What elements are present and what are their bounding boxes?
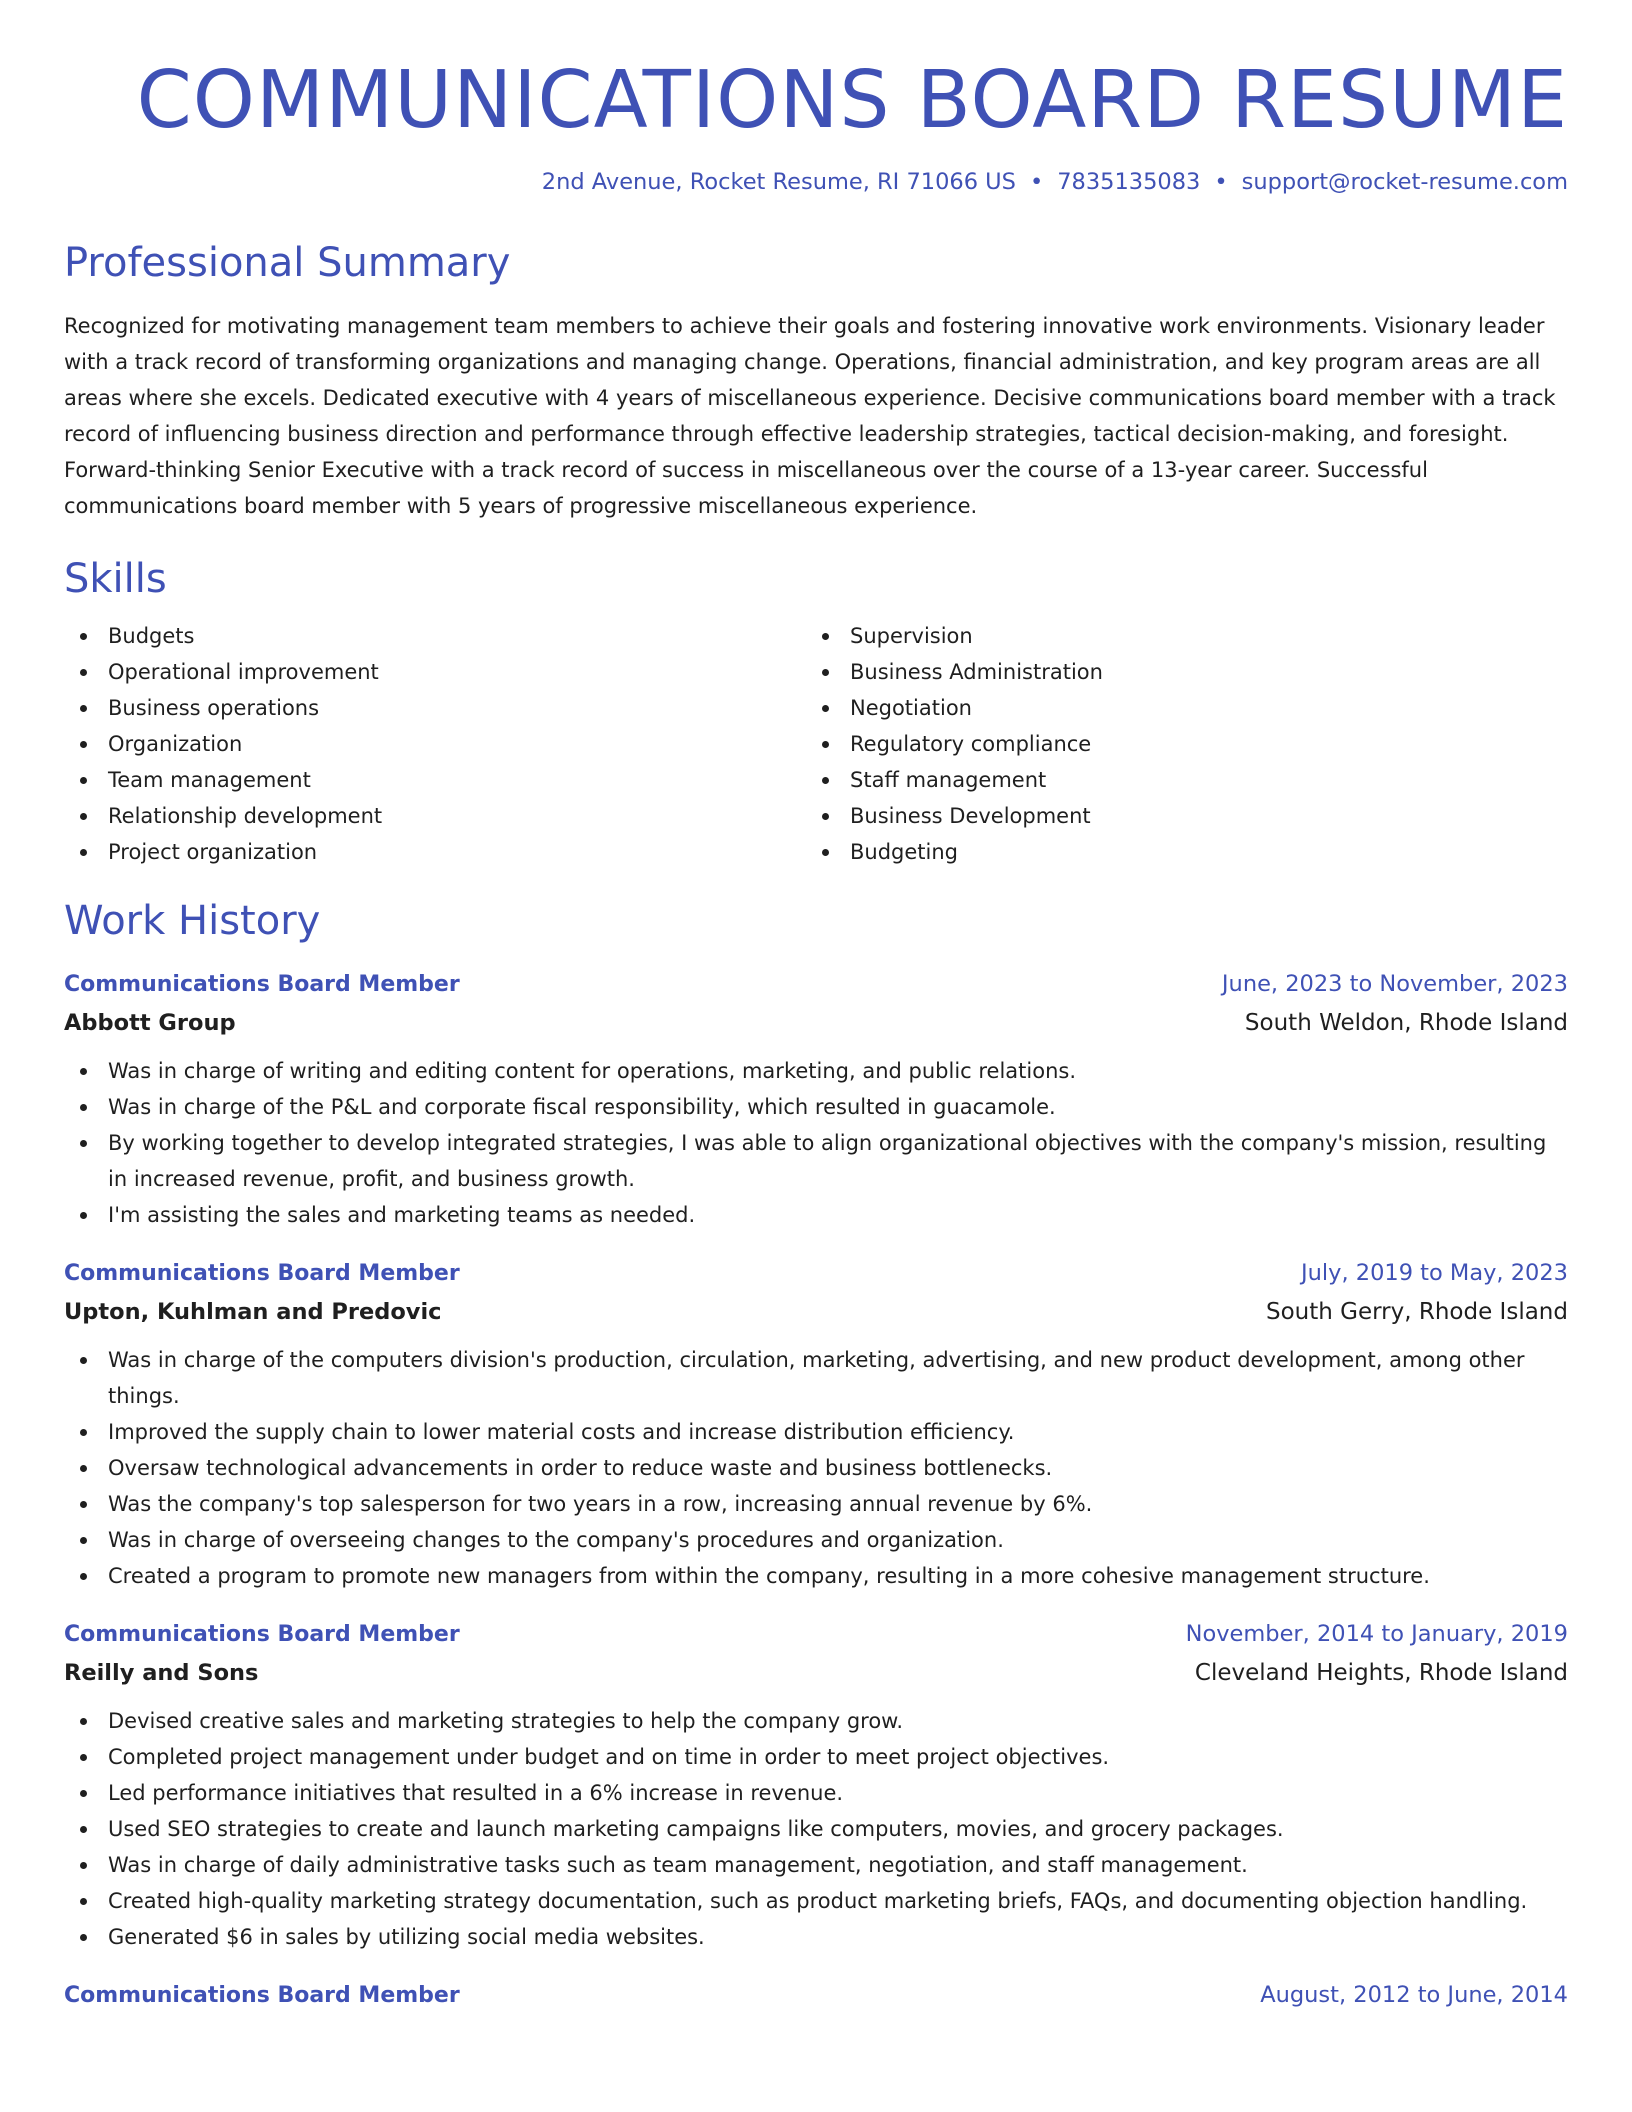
job-title: Communications Board Member: [64, 1622, 460, 1647]
job-company: Upton, Kuhlman and Predovic: [64, 1299, 442, 1325]
job-bullet: Used SEO strategies to create and launch marketing campaigns like computers, movies, and grocery packages.: [64, 1811, 1568, 1847]
job-location: South Gerry, Rhode Island: [1266, 1299, 1568, 1325]
job-dates: June, 2023 to November, 2023: [1221, 971, 1568, 997]
skill-item: Business Administration: [806, 654, 1548, 690]
work-history-heading: Work History: [64, 898, 321, 944]
job-bullets: [64, 1703, 1568, 1955]
job-title: Communications Board Member: [64, 1983, 460, 2008]
job-bullet: Created high-quality marketing strategy documentation, such as product marketing briefs, FAQs, and documenting objection handling.: [64, 1883, 1568, 1919]
job-bullet: Generated $6 in sales by utilizing social media websites.: [64, 1919, 1568, 1955]
job-bullet: Was in charge of the computers division's production, circulation, marketing, advertising, and new product development, among other things.: [64, 1342, 1568, 1414]
job-company: Abbott Group: [64, 1010, 236, 1036]
job-entry: [64, 1977, 1568, 2014]
job-bullet: Improved the supply chain to lower material costs and increase distribution efficiency.: [64, 1414, 1568, 1450]
job-bullets: [64, 1342, 1568, 1594]
contact-separator: •: [1214, 169, 1228, 195]
job-bullet: Created a program to promote new managers from within the company, resulting in a more cohesive management structure.: [64, 1558, 1568, 1594]
skill-item: Relationship development: [64, 798, 806, 834]
job-title: Communications Board Member: [64, 972, 460, 997]
skill-item: Project organization: [64, 834, 806, 870]
job-bullet: Completed project management under budget and on time in order to meet project objectives.: [64, 1739, 1568, 1775]
skill-item: Budgeting: [806, 834, 1548, 870]
job-bullet: By working together to develop integrated strategies, I was able to align organizational objectives with the company's mission, resulting in increased revenue, profit, and business growth.: [64, 1125, 1568, 1197]
job-title: Communications Board Member: [64, 1261, 460, 1286]
job-dates: August, 2012 to June, 2014: [1260, 1982, 1568, 2008]
job-bullet: Was in charge of overseeing changes to the company's procedures and organization.: [64, 1522, 1568, 1558]
skill-item: Supervision: [806, 618, 1548, 654]
resume-title: COMMUNICATIONS BOARD RESUME: [136, 54, 1568, 146]
summary-heading: Professional Summary: [64, 240, 511, 286]
skills-column-left: [64, 618, 806, 870]
resume-page: [64, 0, 1568, 2014]
contact-phone: 7835135083: [1057, 169, 1201, 195]
skill-item: Team management: [64, 762, 806, 798]
contact-separator: •: [1029, 169, 1044, 195]
skill-item: Organization: [64, 726, 806, 762]
job-bullet: Was in charge of the P&L and corporate fiscal responsibility, which resulted in guacamole.: [64, 1089, 1568, 1125]
job-entry: [64, 966, 1568, 1233]
job-dates: July, 2019 to May, 2023: [1300, 1260, 1568, 1286]
skill-item: Business operations: [64, 690, 806, 726]
skills-heading: Skills: [64, 556, 167, 602]
contact-line: [64, 166, 1568, 198]
job-company: Reilly and Sons: [64, 1660, 259, 1686]
skills-column-right: [806, 618, 1548, 870]
job-dates: November, 2014 to January, 2019: [1185, 1621, 1568, 1647]
job-entry: [64, 1616, 1568, 1955]
skill-item: Budgets: [64, 618, 806, 654]
job-location: South Weldon, Rhode Island: [1244, 1010, 1568, 1036]
skill-item: Business Development: [806, 798, 1548, 834]
job-bullet: Led performance initiatives that resulted in a 6% increase in revenue.: [64, 1775, 1568, 1811]
skills-list: [64, 618, 1568, 870]
job-bullet: Was the company's top salesperson for two years in a row, increasing annual revenue by 6%.: [64, 1486, 1568, 1522]
job-bullet: Was in charge of daily administrative tasks such as team management, negotiation, and staff management.: [64, 1847, 1568, 1883]
job-bullet: Was in charge of writing and editing content for operations, marketing, and public relations.: [64, 1053, 1568, 1089]
job-bullets: [64, 1053, 1568, 1233]
skill-item: Staff management: [806, 762, 1548, 798]
job-bullet: I'm assisting the sales and marketing teams as needed.: [64, 1197, 1568, 1233]
skill-item: Negotiation: [806, 690, 1548, 726]
summary-text: Recognized for motivating management team members to achieve their goals and fostering innovative work environments. Visionary leader with a track record of transforming organizations and managing change. Operations, financial administration, and key program areas are all areas where she excels. Dedicated executive with 4 years of miscellaneous experience. Decisive communications board member with a track record of influencing business direction and performance through effective leadership strategies, tactical decision-making, and foresight. Forward-thinking Senior Executive with a track record of success in miscellaneous over the course of a 13-year career. Successful communications board member with 5 years of progressive miscellaneous experience.: [64, 314, 1556, 518]
job-bullet: Oversaw technological advancements in order to reduce waste and business bottlenecks.: [64, 1450, 1568, 1486]
job-location: Cleveland Heights, Rhode Island: [1194, 1660, 1568, 1686]
skill-item: Operational improvement: [64, 654, 806, 690]
job-bullet: Devised creative sales and marketing strategies to help the company grow.: [64, 1703, 1568, 1739]
contact-email: support@rocket-resume.com: [1241, 169, 1568, 195]
skill-item: Regulatory compliance: [806, 726, 1548, 762]
contact-address: 2nd Avenue, Rocket Resume, RI 71066 US: [541, 169, 1016, 195]
job-entry: [64, 1255, 1568, 1594]
